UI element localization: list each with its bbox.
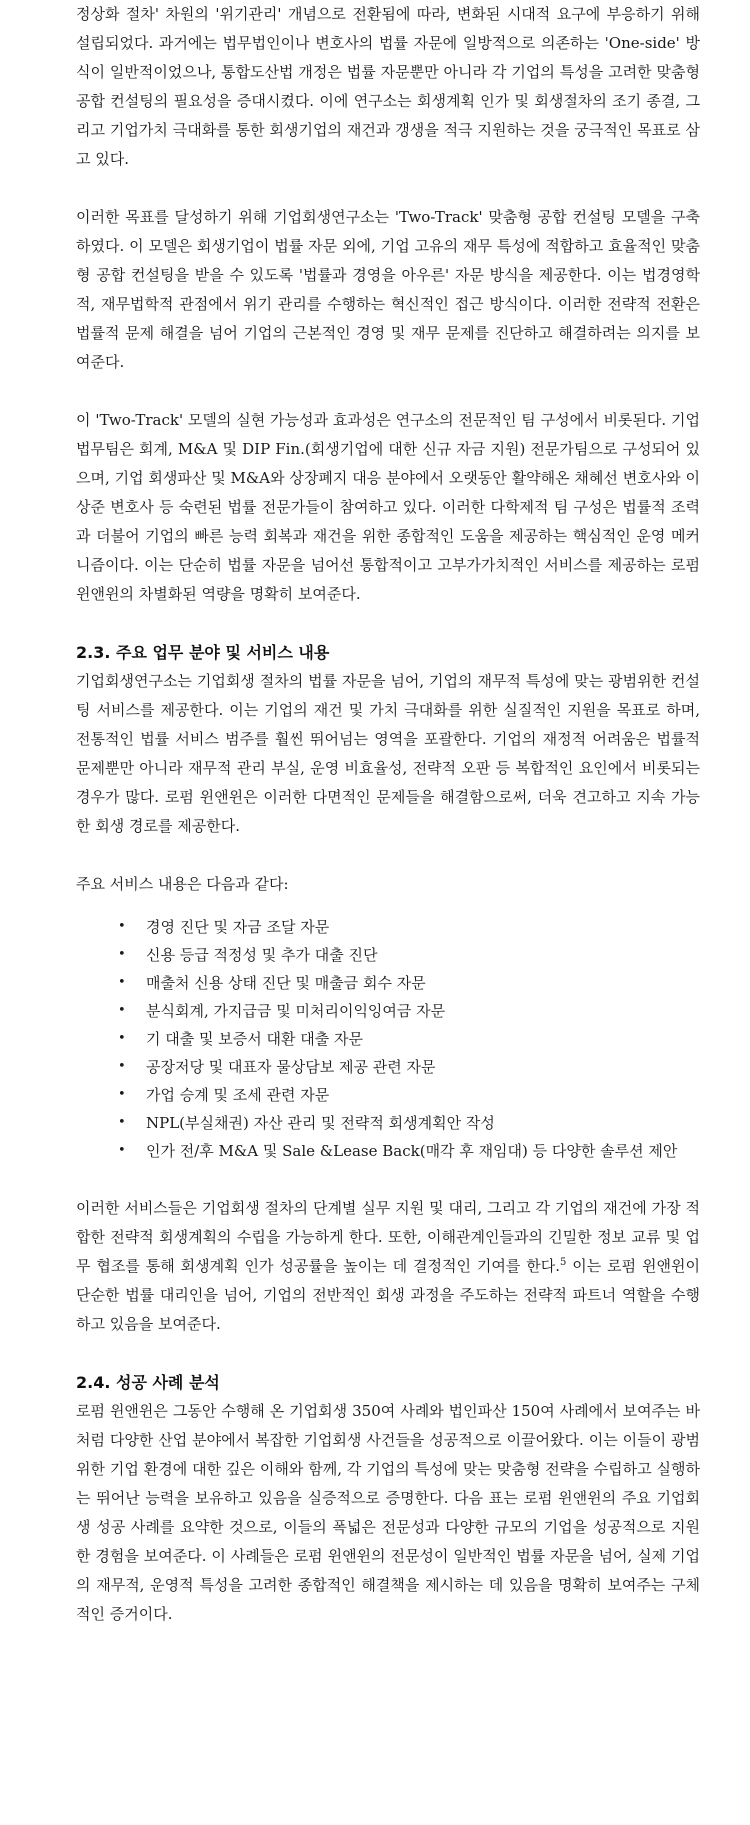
list-item: • 분식회계, 가지급금 및 미처리이익잉여금 자문 xyxy=(76,997,700,1025)
bullet-icon: • xyxy=(118,1031,126,1046)
list-item: • NPL(부실채권) 자산 관리 및 전략적 회생계획안 작성 xyxy=(76,1109,700,1137)
list-item: • 신용 등급 적정성 및 추가 대출 진단 xyxy=(76,941,700,969)
paragraph-service-intro: 주요 서비스 내용은 다음과 같다: xyxy=(76,875,289,893)
paragraph-service-impact: 이러한 서비스들은 기업회생 절차의 단계별 실무 지원 및 대리, 그리고 각 기업의 재건에 가장 적합한 전략적 회생계획의 수립을 가능하게 한다. 또한, 이해관계인들과의 긴밀한 정보 교류 및 업무 협조를 통해 회생계획 인가 성공률을 높이는 데 결정적인 기여를 한다.$^5$ 이는 로펌 윈앤윈이 단순한 법률 대리인을 넘어, 기업의 전반적인 회생 과정을 주도하는 전략적 파트너 역할을 수행하고 있음을 보여준다. xyxy=(76,1199,700,1333)
paragraph-crisis-management: 정상화 절차' 차원의 '위기관리' 개념으로 전환됨에 따라, 변화된 시대적 요구에 부응하기 위해 설립되었다. 과거에는 법무법인이나 변호사의 법률 자문에 일방적으로 의존하는 'One-side' 방식이 일반적이었으나, 통합도산법 개정은 법률 자문뿐만 아니라 각 기업의 특성을 고려한 맞춤형 공합 컨설팅의 필요성을 증대시켰다. 이에 연구소는 회생계획 인가 및 회생절차의 조기 종결, 그리고 기업가치 극대화를 통한 회생기업의 재건과 갱생을 적극 지원하는 것을 궁극적인 목표로 삼고 있다. xyxy=(76,5,700,168)
section-heading-2-3: 2.3. 주요 업무 분야 및 서비스 내용 xyxy=(76,643,330,662)
paragraph-success-cases: 로펌 윈앤윈은 그동안 수행해 온 기업회생 350여 사례와 법인파산 150여 사례에서 보여주는 바처럼 다양한 산업 분야에서 복잡한 기업회생 사건들을 성공적으로 이끌어왔다. 이는 이들이 광범위한 기업 환경에 대한 깊은 이해와 함께, 각 기업의 특성에 맞는 맞춤형 전략을 수립하고 실행하는 뛰어난 능력을 보유하고 있음을 실증적으로 증명한다. 다음 표는 로펌 윈앤윈의 주요 기업회생 성공 사례를 요약한 것으로, 이들의 폭넓은 전문성과 다양한 규모의 기업을 성공적으로 지원한 경험을 보여준다. 이 사례들은 로펌 윈앤윈의 전문성이 일반적인 법률 자문을 넘어, 실제 기업의 재무적, 운영적 특성을 고려한 종합적인 해결책을 제시하는 데 있음을 명확히 보여주는 구체적인 증거이다. xyxy=(76,1402,700,1623)
list-item: • 경영 진단 및 자금 조달 자문 xyxy=(76,913,700,941)
bullet-icon: • xyxy=(118,975,126,990)
service-list xyxy=(76,913,700,1165)
bullet-icon: • xyxy=(118,1143,126,1158)
list-item: • 공장저당 및 대표자 물상담보 제공 관련 자문 xyxy=(76,1053,700,1081)
list-item: • 매출처 신용 상태 진단 및 매출금 회수 자문 xyxy=(76,969,700,997)
section-heading-2-4: 2.4. 성공 사례 분석 xyxy=(76,1373,220,1392)
footnote-marker[interactable]: 5 xyxy=(559,1257,567,1268)
bullet-icon: • xyxy=(118,1087,126,1102)
list-item: • 인가 전/후 M&A 및 Sale &Lease Back(매각 후 재임대) 등 다양한 솔루션 제안 xyxy=(76,1137,700,1165)
bullet-icon: • xyxy=(118,919,126,934)
list-item: • 기 대출 및 보증서 대환 대출 자문 xyxy=(76,1025,700,1053)
bullet-icon: • xyxy=(118,947,126,962)
bullet-icon: • xyxy=(118,1059,126,1074)
bullet-icon: • xyxy=(118,1003,126,1018)
list-item: • 가업 승계 및 조세 관련 자문 xyxy=(76,1081,700,1109)
paragraph-two-track-model: 이러한 목표를 달성하기 위해 기업회생연구소는 'Two-Track' 맞춤형 공합 컨설팅 모델을 구축하였다. 이 모델은 회생기업이 법률 자문 외에, 기업 고유의 재무 특성에 적합하고 효율적인 맞춤형 공합 컨설팅을 받을 수 있도록 '법률과 경영을 아우른' 자문 방식을 제공한다. 이는 법경영학적, 재무법학적 관점에서 위기 관리를 수행하는 혁신적인 접근 방식이다. 이러한 전략적 전환은 법률적 문제 해결을 넘어 기업의 근본적인 경영 및 재무 문제를 진단하고 해결하려는 의지를 보여준다. xyxy=(76,208,700,371)
paragraph-team-composition: 이 'Two-Track' 모델의 실현 가능성과 효과성은 연구소의 전문적인 팀 구성에서 비롯된다. 기업 법무팀은 회계, M&A 및 DIP Fin.(회생기업에 대한 신규 자금 지원) 전문가팀으로 구성되어 있으며, 기업 회생파산 및 M&A와 상장폐지 대응 분야에서 오랫동안 활약해온 채혜선 변호사와 이상준 변호사 등 숙련된 법률 전문가들이 참여하고 있다. 이러한 다학제적 팀 구성은 법률적 조력과 더불어 기업의 빠른 능력 회복과 재건을 위한 종합적인 도움을 제공하는 핵심적인 운영 메커니즘이다. 이는 단순히 법률 자문을 넘어선 통합적이고 고부가가치적인 서비스를 제공하는 로펌 윈앤윈의 차별화된 역량을 명확히 보여준다. xyxy=(76,411,700,603)
paragraph-service-scope: 기업회생연구소는 기업회생 절차의 법률 자문을 넘어, 기업의 재무적 특성에 맞는 광범위한 컨설팅 서비스를 제공한다. 이는 기업의 재건 및 가치 극대화를 위한 실질적인 지원을 목표로 하며, 전통적인 법률 서비스 범주를 훨씬 뛰어넘는 영역을 포괄한다. 기업의 재정적 어려움은 법률적 문제뿐만 아니라 재무적 관리 부실, 운영 비효율성, 전략적 오판 등 복합적인 요인에서 비롯되는 경우가 많다. 로펌 윈앤윈은 이러한 다면적인 문제들을 해결함으로써, 더욱 견고하고 지속 가능한 회생 경로를 제공한다. xyxy=(76,672,700,835)
bullet-icon: • xyxy=(118,1115,126,1130)
